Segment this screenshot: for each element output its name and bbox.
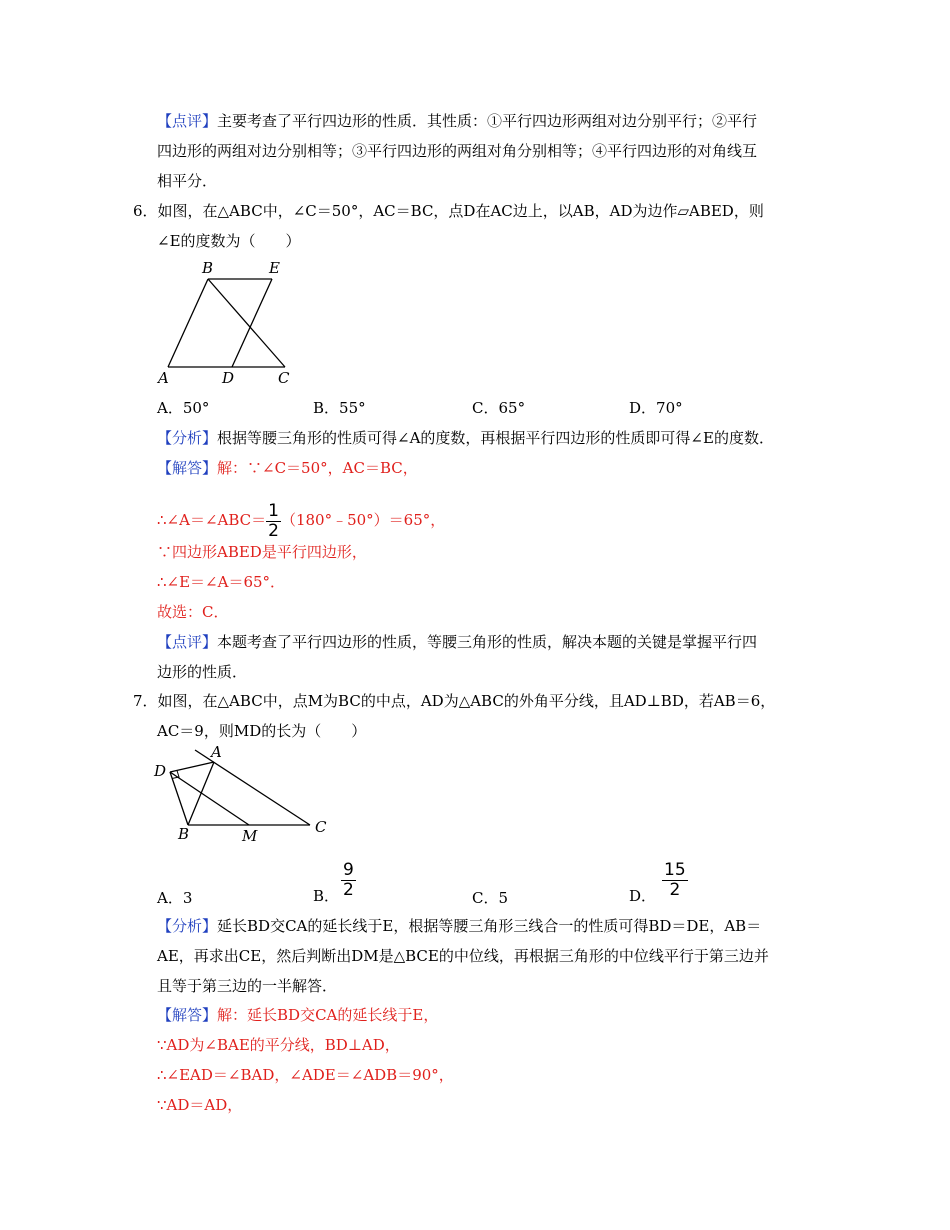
q7-extension-ca <box>195 750 310 825</box>
q7-analysis-line-2: AE，再求出CE，然后判断出DM是△BCE的中位线，再根据三角形的中位线平行于第三边并 <box>157 947 769 965</box>
fraction-denominator: 2 <box>669 880 681 900</box>
fraction-denominator: 2 <box>343 880 354 900</box>
review-tag: 【点评】 <box>157 112 218 130</box>
fraction-numerator: 15 <box>664 860 686 880</box>
q7-option-d[interactable] <box>629 862 688 906</box>
fraction-nine-halves <box>341 862 356 899</box>
q6-segment-bc <box>208 279 285 367</box>
option-letter: D． <box>629 887 657 905</box>
analysis-tag: 【分析】 <box>157 429 218 447</box>
solution-tag: 【解答】 <box>157 1006 218 1024</box>
q7-stem-line-2: AC＝9，则MD的长为（ ） <box>157 722 367 740</box>
analysis-text: 延长BD交CA的延长线于E，根据等腰三角形三线合一的性质可得BD＝DE，AB＝ <box>217 917 762 935</box>
solution-text: ∴∠A＝∠ABC＝ <box>157 511 267 529</box>
q7-solution-line-2: ∵AD为∠BAE的平分线，BD⊥AD， <box>157 1036 400 1054</box>
q7-number: 7． <box>133 692 158 710</box>
q6-analysis <box>157 427 774 449</box>
q6-label-b: B <box>202 259 214 277</box>
q7-stem-line-1 <box>133 690 775 712</box>
q7-option-c[interactable] <box>472 887 508 908</box>
q6-stem-line-2: ∠E的度数为（ ） <box>157 232 301 250</box>
q7-segment-ad <box>170 762 214 772</box>
option-letter: B． <box>313 399 340 417</box>
q6-review-line-2: 边形的性质． <box>157 663 248 681</box>
q6-label-e: E <box>269 259 280 277</box>
option-text: 70° <box>656 399 683 417</box>
q6-label-a: A <box>158 369 169 387</box>
option-letter: C． <box>472 889 499 907</box>
q7-segment-bd <box>170 772 188 825</box>
q7-label-d: D <box>154 762 167 780</box>
option-text: 3 <box>182 889 193 907</box>
q7-label-m: M <box>242 827 258 845</box>
option-letter: A． <box>157 889 183 907</box>
q6-option-a[interactable] <box>157 397 209 418</box>
q7-option-a[interactable] <box>157 887 192 908</box>
q7-solution-line-4: ∵AD＝AD， <box>157 1096 243 1114</box>
option-letter: C． <box>472 399 499 417</box>
q7-option-b[interactable] <box>313 862 356 906</box>
q6-segment-ab <box>168 279 208 367</box>
q6-option-d[interactable] <box>629 397 683 418</box>
q7-label-b: B <box>178 825 190 843</box>
fraction-denominator: 2 <box>268 520 279 541</box>
q7-segment-dm <box>170 772 249 825</box>
option-text: 55° <box>339 399 366 417</box>
option-text: 50° <box>182 399 210 417</box>
q6-review-line-1 <box>157 631 757 653</box>
solution-text: 解：∵∠C＝50°，AC＝BC， <box>217 459 418 477</box>
option-text: 5 <box>498 889 509 907</box>
fraction-fifteen-halves <box>662 862 688 899</box>
q6-stem-text: 如图，在△ABC中，∠C＝50°，AC＝BC，点D在AC边上，以AB，AD为边作▱ABED，则 <box>157 202 764 220</box>
q7-solution-line-1 <box>157 1004 438 1026</box>
review-text: 主要考查了平行四边形的性质．其性质：①平行四边形两组对边分别平行；②平行 <box>217 112 758 130</box>
option-text: 65° <box>498 399 526 417</box>
solution-text: （180°﹣50°）＝65°， <box>280 511 446 529</box>
q7-analysis-line-3: 且等于第三边的一半解答． <box>157 977 338 995</box>
q6-solution-line-2 <box>157 500 445 540</box>
solution-text: 解：延长BD交CA的延长线于E， <box>217 1006 439 1024</box>
q7-stem-text: 如图，在△ABC中，点M为BC的中点，AD为△ABC的外角平分线，且AD⊥BD，若AB＝6， <box>157 692 776 710</box>
q6-stem-line-1 <box>133 200 764 222</box>
review-5-line-1 <box>157 110 757 132</box>
review-5-line-2: 四边形的两组对边分别相等；③平行四边形的两组对角分别相等；④平行四边形的对角线互 <box>157 142 758 160</box>
solution-tag: 【解答】 <box>157 459 218 477</box>
fraction-numerator: 9 <box>343 860 354 880</box>
q7-figure <box>150 742 335 847</box>
option-letter: B． <box>313 887 340 905</box>
q6-segment-de <box>232 279 272 367</box>
q6-option-b[interactable] <box>313 397 366 418</box>
fraction-numerator: 1 <box>268 500 279 521</box>
option-letter: A． <box>157 399 183 417</box>
q7-label-c: C <box>315 818 327 836</box>
review-tag: 【点评】 <box>157 633 218 651</box>
q6-label-d: D <box>222 369 235 387</box>
review-text: 本题考查了平行四边形的性质，等腰三角形的性质，解决本题的关键是掌握平行四 <box>217 633 758 651</box>
fraction-one-half <box>266 500 281 541</box>
q7-analysis-line-1 <box>157 915 761 937</box>
q6-option-c[interactable] <box>472 397 525 418</box>
q7-label-a: A <box>211 743 222 761</box>
q6-number: 6． <box>133 202 158 220</box>
q6-solution-line-4: ∴∠E＝∠A＝65°． <box>157 573 286 591</box>
analysis-text: 根据等腰三角形的性质可得∠A的度数，再根据平行四边形的性质即可得∠E的度数． <box>217 429 774 447</box>
review-5-line-3: 相平分． <box>157 172 218 190</box>
q6-figure <box>150 255 300 390</box>
q6-label-c: C <box>278 369 290 387</box>
q7-solution-line-3: ∴∠EAD＝∠BAD，∠ADE＝∠ADB＝90°， <box>157 1066 454 1084</box>
q6-solution-line-1 <box>157 457 418 479</box>
q6-solution-line-3: ∵四边形ABED是平行四边形， <box>157 543 367 561</box>
analysis-tag: 【分析】 <box>157 917 218 935</box>
q6-solution-line-5: 故选：C． <box>157 603 229 621</box>
option-letter: D． <box>629 399 657 417</box>
